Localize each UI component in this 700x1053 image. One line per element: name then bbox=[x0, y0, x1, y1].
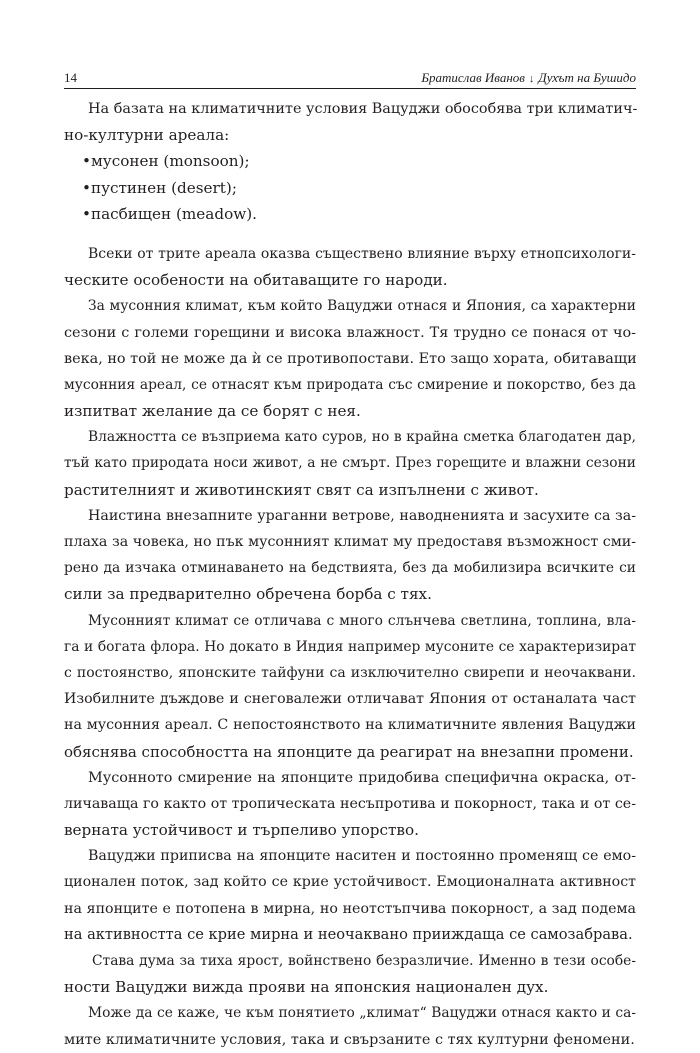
paragraph-line: плаха за човека, но пък мусонният климат му предоставя възможност сми- bbox=[64, 534, 636, 550]
body-text bbox=[64, 96, 638, 1053]
header-rule bbox=[64, 88, 636, 89]
paragraph-line: растителният и животинският свят са изпълнени с живот. bbox=[64, 480, 539, 499]
paragraph-line: сили за предварително обречена борба с тях. bbox=[64, 585, 432, 604]
paragraph-line: обяснява способността на японците да реагират на внезапни промени. bbox=[64, 742, 634, 761]
paragraph-line: Може да се каже, че към понятието „климат“ Вацуджи отнася както и са- bbox=[88, 1005, 636, 1022]
bullet-text: пустинен (desert); bbox=[90, 178, 237, 197]
paragraph-line: Мусонното смирение на японците придобива специфична окраска, от- bbox=[88, 769, 636, 786]
paragraph-line: Всеки от трите ареала оказва съществено влияние върху етнопсихологи- bbox=[88, 245, 636, 262]
running-title bbox=[421, 70, 636, 86]
paragraph-line: Става дума за тиха ярост, войнствено безразличие. Именно в тези особе- bbox=[92, 953, 636, 969]
paragraph-line: Влажността се възприема като суров, но в крайна сметка благодатен дар, bbox=[88, 429, 636, 446]
running-header bbox=[64, 66, 636, 88]
paragraph-line: века, но той не може да ѝ се противопостави. Ето защо хората, обитаващи bbox=[64, 350, 637, 367]
paragraph-line: ционален поток, зад който се крие устойчивост. Емоционалната активност bbox=[64, 874, 636, 891]
paragraph-line: мусонния ареал, се отнасят към природата със смирение и покорство, без да bbox=[64, 376, 636, 393]
paragraph-line: на активността се крие мирна и неочаквано прииждаща се самозабрава. bbox=[64, 925, 633, 943]
paragraph-line: мите климатичните условия, така и свързаните с тях културни феномени. bbox=[64, 1031, 635, 1048]
paragraph-line: ческите особености на обитаващите го народи. bbox=[64, 271, 448, 290]
paragraph-line: За мусонния климат, към който Вацуджи отнася и Япония, са характерни bbox=[88, 298, 636, 315]
bullet-icon: • bbox=[82, 152, 91, 171]
paragraph-line: на мусонния ареал. С непостоянството на климатичните явления Вацуджи bbox=[64, 717, 636, 734]
header-author: Братислав Иванов bbox=[421, 70, 525, 85]
bullet-icon: • bbox=[82, 204, 91, 223]
paragraph-line: на японците е потопена в мирна, но неотстъпчива покорност, а зад подема bbox=[64, 900, 636, 917]
bullet-icon: • bbox=[82, 178, 91, 197]
paragraph-line: га и богата флора. Но докато в Индия например мусоните се характеризират bbox=[64, 638, 636, 655]
paragraph-line: изпитват желание да се борят с нея. bbox=[64, 402, 361, 421]
bullet-text: пасбищен (meadow). bbox=[90, 204, 257, 223]
intro-line: но-културни ареала: bbox=[64, 126, 230, 145]
paragraph-line: ности Вацуджи вижда прояви на японския национален дух. bbox=[64, 978, 549, 997]
paragraph-line: Наистина внезапните ураганни ветрове, наводненията и засухите са за- bbox=[88, 507, 636, 524]
paragraph-line: с постоянство, японските тайфуни са изключително свирепи и неочаквани. bbox=[64, 664, 636, 681]
header-separator-icon: ↓ bbox=[528, 73, 535, 85]
paragraph-line: тъй като природата носи живот, а не смърт. През горещите и влажни сезони bbox=[64, 455, 636, 472]
bullet-item bbox=[64, 175, 636, 201]
paragraph-line: верната устойчивост и търпеливо упорство. bbox=[64, 821, 419, 840]
paragraph-line: Вацуджи приписва на японците наситен и постоянно променящ се емо- bbox=[88, 848, 636, 865]
paragraph-line: сезони с големи горещини и висока влажност. Тя трудно се понася от чо- bbox=[64, 324, 636, 341]
paragraph-line: личаваща го както от тропическата несъпротива и покорност, така и от се- bbox=[64, 795, 636, 812]
header-book-title: Духът на Бушидо bbox=[538, 70, 636, 85]
paragraph-line: рено да изчака отминаването на бедствията, без да мобилизира всичките си bbox=[64, 560, 636, 577]
paragraph-line: Мусонният климат се отличава с много слънчева светлина, топлина, вла- bbox=[88, 612, 636, 629]
bullet-item bbox=[64, 201, 636, 227]
paragraph-line: Изобилните дъждове и снеговалежи отличават Япония от останалата част bbox=[64, 691, 636, 708]
page-number: 14 bbox=[64, 70, 77, 85]
bullet-text: мусонен (monsoon); bbox=[90, 152, 250, 171]
intro-line: На базата на климатичните условия Вацуджи обособява три климатич- bbox=[88, 101, 638, 117]
bullet-item bbox=[64, 148, 636, 174]
